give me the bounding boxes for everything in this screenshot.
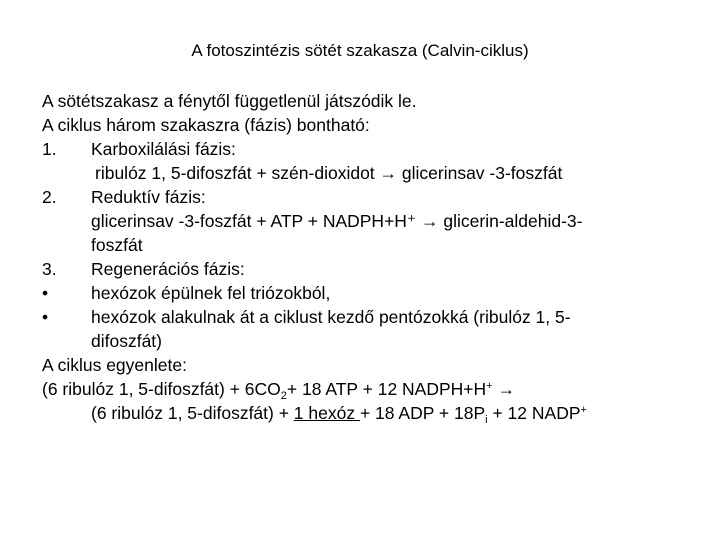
slide-title: A fotoszintézis sötét szakasza (Calvin-ciklus): [191, 41, 529, 60]
phase-item: [42, 257, 702, 281]
intro-line: A ciklus három szakaszra (fázis) bontható:: [42, 115, 370, 135]
slide-body: [42, 89, 702, 425]
bullet-marker: •: [42, 283, 49, 303]
equation-right-side: [42, 401, 702, 425]
phase-name: Reduktív fázis:: [91, 187, 206, 207]
phase-name: Regenerációs fázis:: [91, 259, 245, 279]
bullet-text: hexózok épülnek fel triózokból,: [91, 283, 331, 303]
phase-detail: glicerinsav -3-foszfát + ATP + NADPH+H⁺ → glicerin-aldehid-3-: [91, 211, 583, 231]
phase-item: [42, 137, 702, 161]
bullet-item: [42, 305, 702, 329]
bullet-item: [42, 281, 702, 305]
phase-detail: ribulóz 1, 5-difoszfát + szén-dioxidot → glicerinsav -3-foszfát: [95, 163, 563, 183]
equation-text: + 18 ADP + 18P: [359, 403, 486, 423]
bullet-text-continued: difoszfát): [91, 331, 162, 351]
bullet-text: hexózok alakulnak át a ciklust kezdő pentózokká (ribulóz 1, 5-: [91, 307, 571, 327]
phase-name: Karboxilálási fázis:: [91, 139, 236, 159]
phase-detail: foszfát: [91, 235, 143, 255]
subscript: 2: [280, 390, 287, 402]
list-number: 2.: [42, 187, 57, 207]
bullet-marker: •: [42, 307, 49, 327]
equation-text: + 18 ATP + 12 NADPH+H: [286, 379, 487, 399]
arrow: →: [492, 379, 515, 399]
superscript: +: [486, 380, 493, 392]
list-number: 1.: [42, 139, 57, 159]
underlined-term: 1 hexóz: [293, 403, 360, 423]
superscript: +: [580, 404, 587, 416]
equation-left-side: [42, 377, 702, 401]
intro-line: A sötétszakasz a fénytől függetlenül játszódik le.: [42, 91, 417, 111]
equation-text: (6 ribulóz 1, 5-difoszfát) +: [91, 403, 294, 423]
equation-text: (6 ribulóz 1, 5-difoszfát) + 6CO: [42, 379, 281, 399]
subscript: i: [485, 414, 488, 426]
equation-heading: A ciklus egyenlete:: [42, 355, 187, 375]
list-number: 3.: [42, 259, 57, 279]
phase-item: [42, 185, 702, 209]
equation-text: + 12 NADP: [487, 403, 581, 423]
